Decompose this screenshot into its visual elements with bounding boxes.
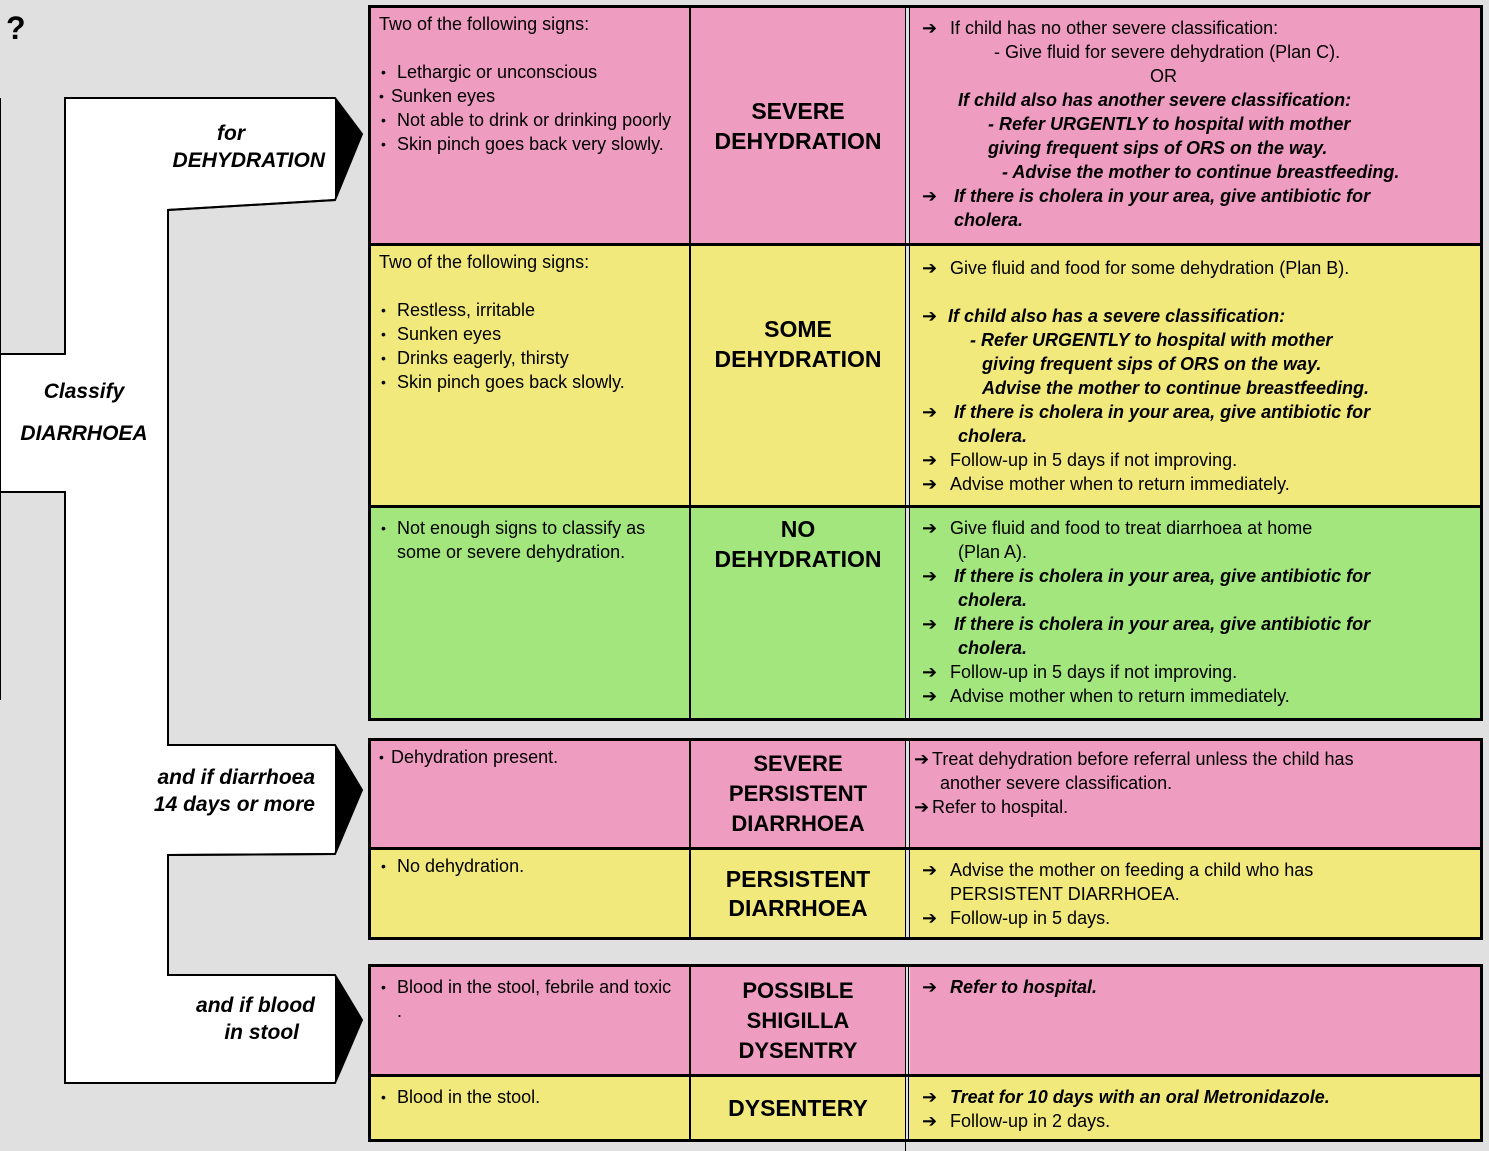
blood-table-frame: [368, 964, 1483, 1142]
arrow-tip-dehydration: [335, 98, 362, 200]
arrow-tip-persistent: [335, 745, 362, 854]
signs-severe-dehydration: Two of the following signs: • Lethargic or unconscious • Sunken eyes • Not able to drink or drinking poorly • Skin pinch goes back very slowly.: [371, 8, 689, 243]
treat-dysentery: ➔ Treat for 10 days with an oral Metronidazole. ➔ Follow-up in 2 days.: [910, 1077, 1480, 1139]
class-severe-dehydration: SEVERE DEHYDRATION: [691, 8, 905, 243]
treat-severe-persistent: ➔ Treat dehydration before referral unless the child has another severe classification. ➔ Refer to hospital.: [910, 741, 1480, 847]
arrow-label-dehydration: for DEHYDRATION: [172, 122, 325, 172]
treat-no-dehydration: ➔ Give fluid and food to treat diarrhoea at home (Plan A). ➔ If there is cholera in your area, give antibiotic for cholera. ➔ If there is cholera in your area, give antibiotic for cholera. ➔ Follow-up in 5 days if not improving. ➔ Advise mother when to return immediately.: [910, 508, 1480, 718]
signs-possible-shigilla: • Blood in the stool, febrile and toxic .: [371, 967, 689, 1074]
question-mark: ?: [6, 10, 26, 46]
class-possible-shigilla: POSSIBLE SHIGILLA DYSENTRY: [691, 967, 905, 1074]
class-some-dehydration: SOME DEHYDRATION: [691, 246, 905, 505]
class-severe-persistent: SEVERE PERSISTENT DIARRHOEA: [691, 741, 905, 847]
treat-possible-shigilla: ➔ Refer to hospital.: [910, 967, 1480, 1074]
arrow-label-persistent: and if diarrhoea 14 days or more: [153, 766, 315, 816]
signs-severe-persistent: • Dehydration present.: [371, 741, 689, 847]
persistent-table-frame: [368, 738, 1483, 940]
signs-dysentery: • Blood in the stool.: [371, 1077, 689, 1139]
signs-some-dehydration: Two of the following signs: • Restless, irritable • Sunken eyes • Drinks eagerly, thirsty • Skin pinch goes back slowly.: [371, 246, 689, 505]
classify-label: Classify DIARRHOEA: [20, 380, 148, 445]
class-dysentery: DYSENTERY: [691, 1077, 905, 1139]
arrow-label-blood: and if blood in stool: [196, 994, 315, 1044]
class-persistent: PERSISTENT DIARRHOEA: [691, 850, 905, 937]
treat-persistent: ➔ Advise the mother on feeding a child who has PERSISTENT DIARRHOEA. ➔ Follow-up in 5 days.: [910, 850, 1480, 937]
treat-some-dehydration: ➔ Give fluid and food for some dehydration (Plan B). ➔ If child also has a severe classification: - Refer URGENTLY to hospital with mother giving frequent sips of ORS on the way. Advise the mother to continue breastfeeding. ➔ If there is cholera in your area, give antibiotic for cholera. ➔ Follow-up in 5 days if not improving. ➔ Advise mother when to return immediately.: [910, 246, 1480, 505]
signs-persistent: • No dehydration.: [371, 850, 689, 937]
class-no-dehydration: NO DEHYDRATION: [691, 508, 905, 718]
treat-severe-dehydration: ➔ If child has no other severe classification: - Give fluid for severe dehydration (Plan C). OR If child also has another severe classification: - Refer URGENTLY to hospital with mother giving frequent sips of ORS on the way. - Advise the mother to continue breastfeeding. ➔ If there is cholera in your area, give antibiotic for cholera.: [910, 8, 1480, 243]
dehydration-table-frame: [368, 5, 1483, 721]
signs-no-dehydration: • Not enough signs to classify as some or severe dehydration.: [371, 508, 689, 718]
arrow-tip-blood: [335, 975, 362, 1083]
